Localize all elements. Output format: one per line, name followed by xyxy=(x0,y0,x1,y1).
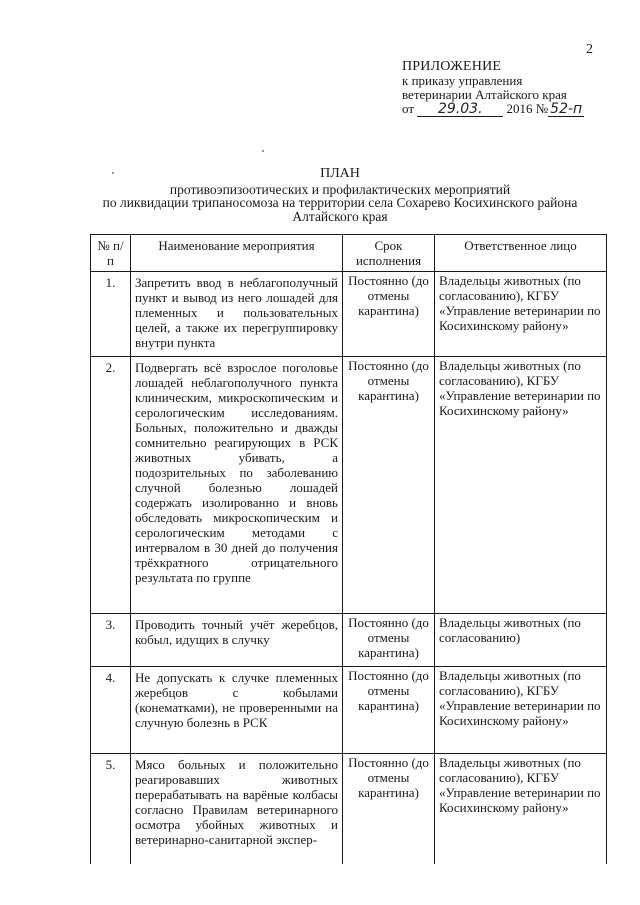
row-responsible: Владельцы животных (по согласованию), КГБУ «Управление ветеринарии по Косихинскому району» xyxy=(435,272,607,357)
row-number: 2. xyxy=(91,357,131,614)
row-term: Постоянно (до отмены карантина) xyxy=(343,357,435,614)
row-action: Мясо больных и положительно реагировавших животных перерабатывать на варёные колбасы согласно Правилам ветеринарного осмотра убойных животных и ветеринарно-санитарной экспер- xyxy=(131,754,343,865)
plan-subtitle-3: Алтайского края xyxy=(292,208,388,224)
appendix-date-line xyxy=(402,102,584,117)
row-term: Постоянно (до отмены карантина) xyxy=(343,614,435,667)
order-date: 29.03. xyxy=(417,103,503,117)
header-term: Срок исполнения xyxy=(343,235,435,272)
table-header-row xyxy=(91,235,607,272)
row-responsible: Владельцы животных (по согласованию) xyxy=(435,614,607,667)
row-action: Проводить точный учёт жеребцов, кобыл, идущих в случку xyxy=(131,614,343,667)
number-label: № xyxy=(535,101,549,116)
row-term: Постоянно (до отмены карантина) xyxy=(343,667,435,754)
table-row xyxy=(91,272,607,357)
plan-subtitle-2: по ликвидации трипаносомоза на территории села Сохарево Косихинского района xyxy=(102,195,578,210)
row-number: 3. xyxy=(91,614,131,667)
appendix-line-2: ветеринарии Алтайского края xyxy=(402,87,567,102)
row-action: Подвергать всё взрослое поголовье лошадей неблагополучного пункта клиническим, микроскопическим и серологическим исследованиям. Больных, положительно и дважды сомнительно реагирующих в РСК животных убивать, а подозрительных по заболеванию случной болезнью лошадей содержать изолированно и вновь обследовать микроскопическим и серологическим методами с интервалом в 30 дней до получения трёхкратного отрицательного результата по группе xyxy=(131,357,343,614)
row-term: Постоянно (до отмены карантина) xyxy=(343,754,435,865)
page-number: 2 xyxy=(586,42,593,57)
appendix-header xyxy=(402,60,584,117)
table-row xyxy=(91,754,607,865)
plan-subtitle-1: противоэпизоотических и профилактических мероприятий xyxy=(169,181,511,197)
order-number: 52-п xyxy=(550,101,583,117)
table-row xyxy=(91,614,607,667)
row-responsible: Владельцы животных (по согласованию), КГБУ «Управление ветеринарии по Косихинскому району» xyxy=(435,667,607,754)
scan-speck xyxy=(262,150,264,152)
header-responsible: Ответственное лицо xyxy=(435,235,607,272)
order-year: 2016 xyxy=(506,101,533,116)
table-row xyxy=(91,667,607,754)
row-term: Постоянно (до отмены карантина) xyxy=(343,272,435,357)
appendix-line-1: к приказу управления xyxy=(402,73,523,88)
row-number: 5. xyxy=(91,754,131,865)
table-row xyxy=(91,357,607,614)
row-responsible: Владельцы животных (по согласованию), КГБУ «Управление ветеринарии по Косихинскому району» xyxy=(435,357,607,614)
header-action: Наименование мероприятия xyxy=(131,235,343,272)
measures-table xyxy=(90,234,607,864)
row-responsible: Владельцы животных (по согласованию), КГБУ «Управление ветеринарии по Косихинскому району» xyxy=(435,754,607,865)
row-action: Не допускать к случке племенных жеребцов с кобылами (конематками), не проверенными на случную болезнь в РСК xyxy=(131,667,343,754)
scan-speck xyxy=(112,172,114,174)
header-num: № п/п xyxy=(91,235,131,272)
from-label: от xyxy=(402,101,415,116)
plan-title: ПЛАН xyxy=(320,166,360,181)
plan-heading xyxy=(60,167,620,223)
row-number: 1. xyxy=(91,272,131,357)
appendix-title: ПРИЛОЖЕНИЕ xyxy=(402,59,502,74)
row-number: 4. xyxy=(91,667,131,754)
row-action: Запретить ввод в неблагополучный пункт и вывод из него лошадей для племенных и пользовательных целей, а также их перегруппировку внутри пункта xyxy=(131,272,343,357)
